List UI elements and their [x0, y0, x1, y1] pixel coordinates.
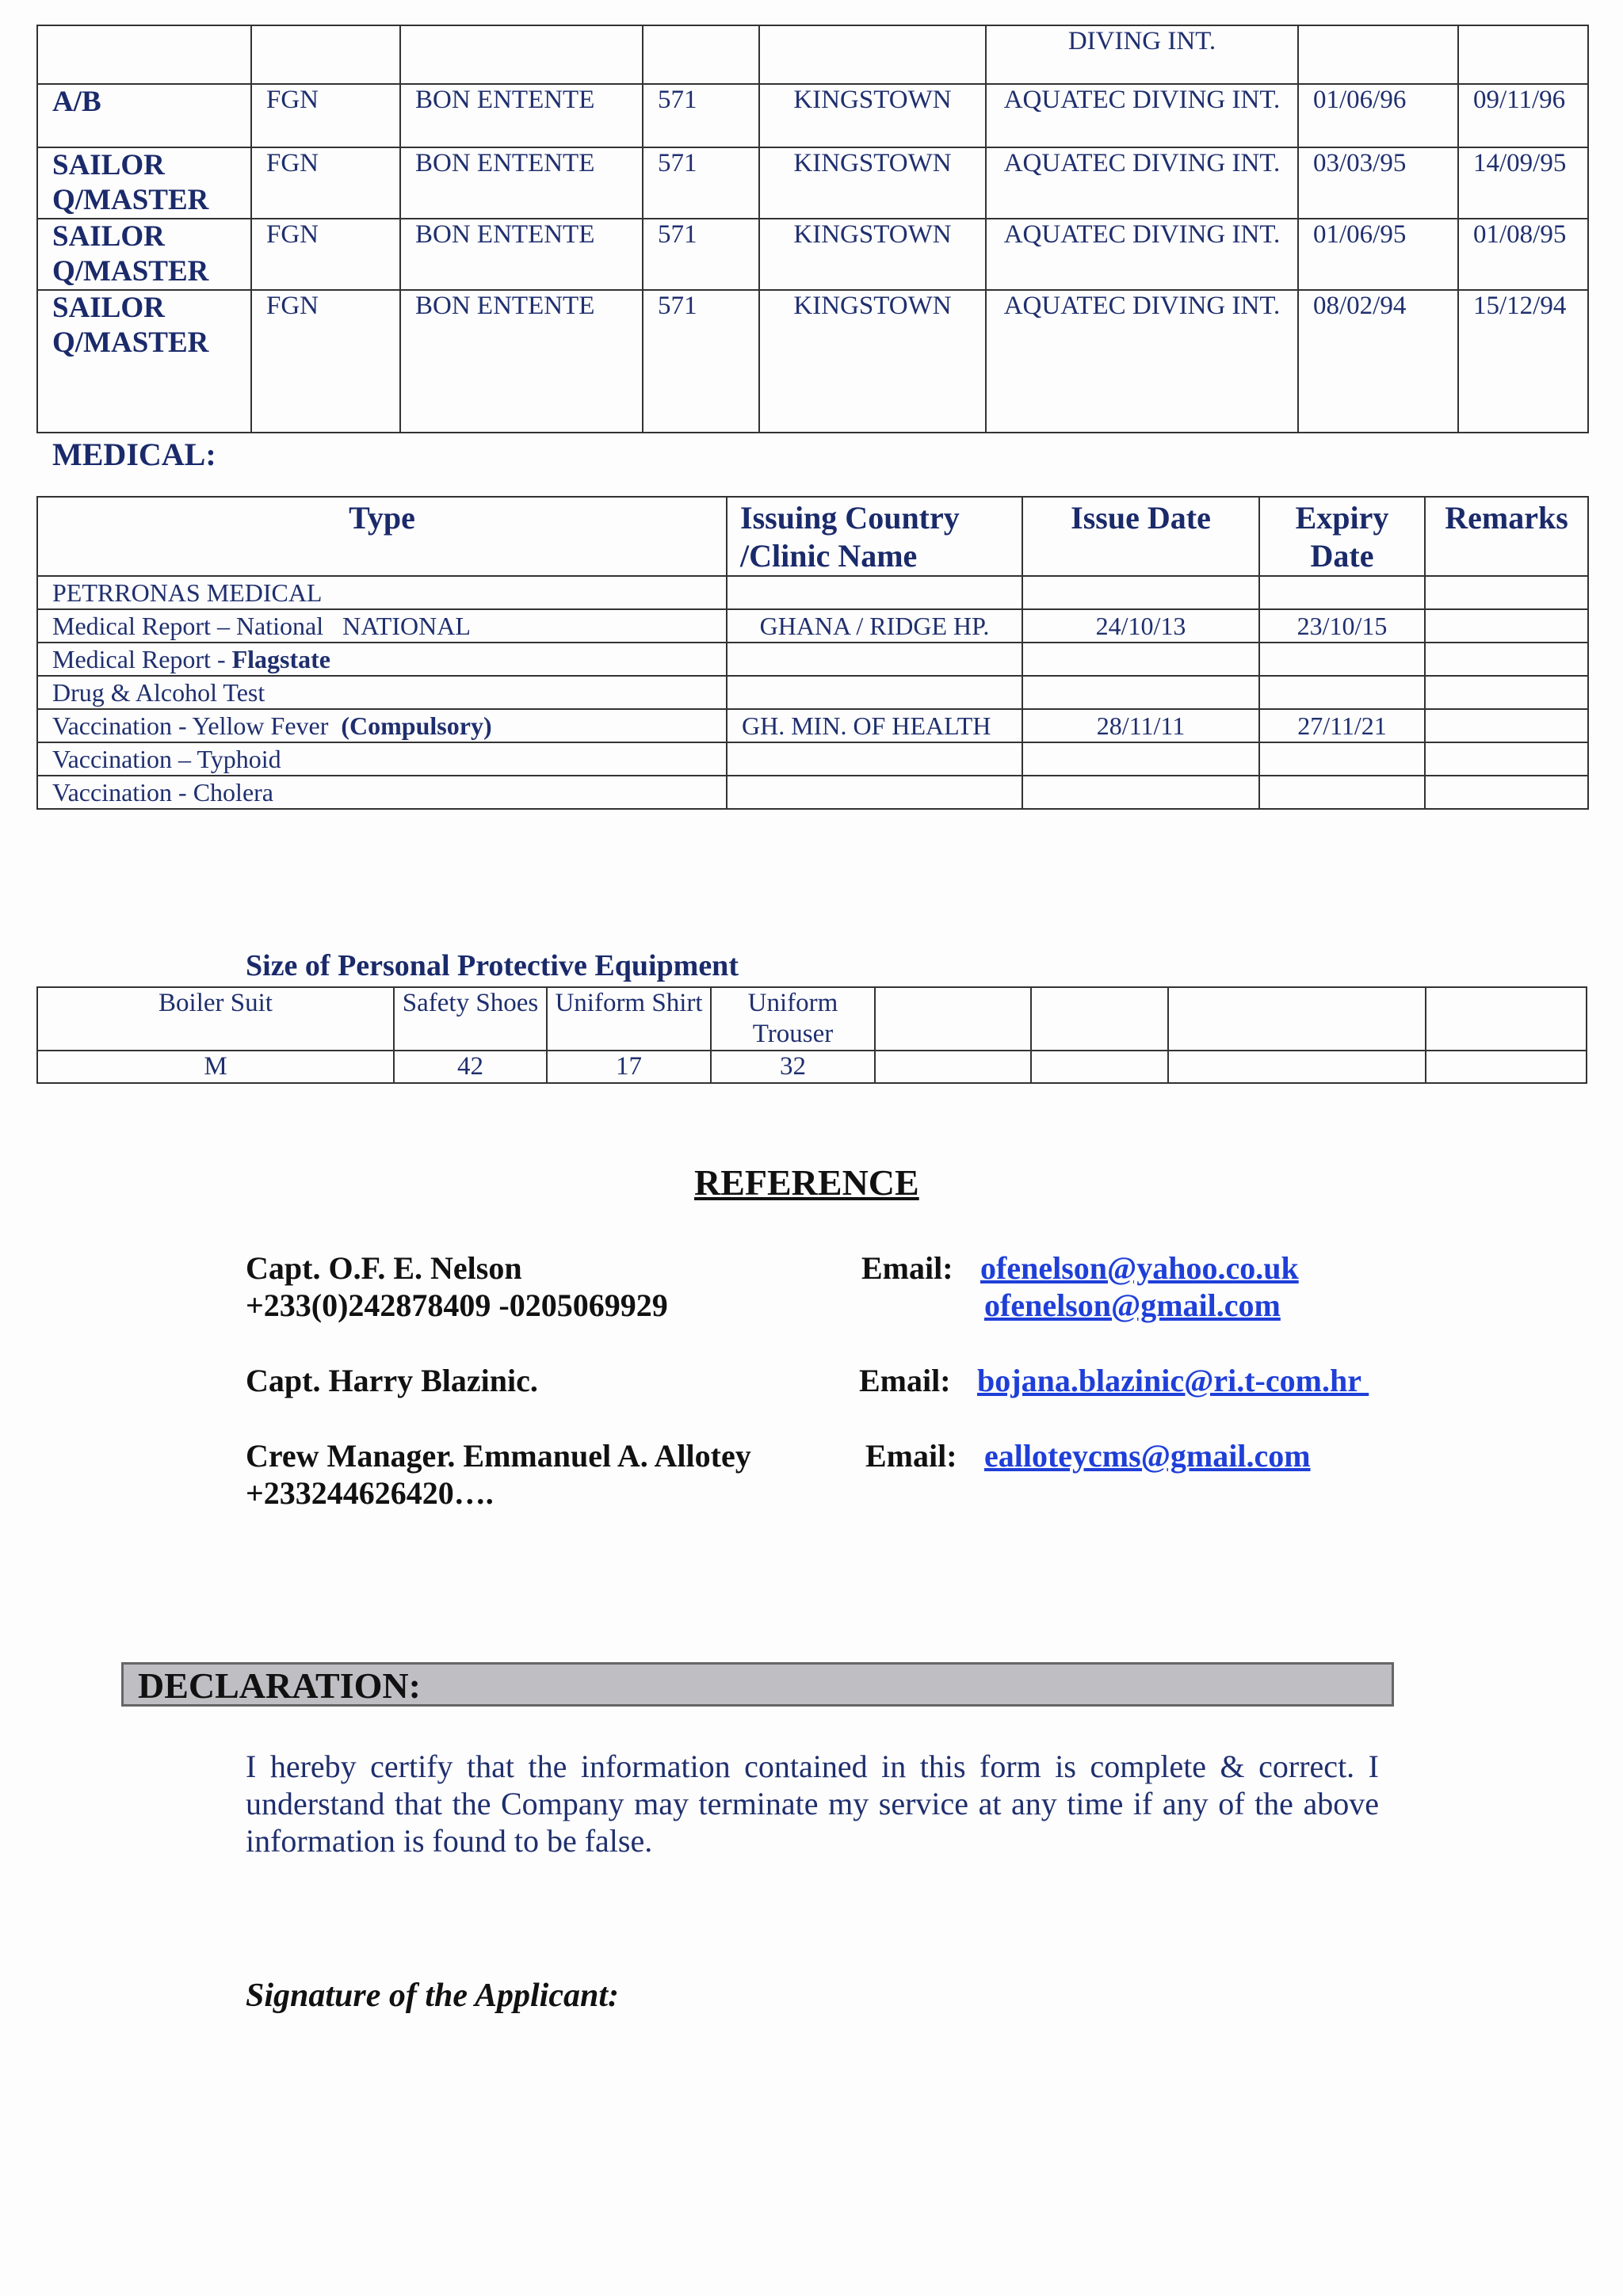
- sea-cell-flag: [251, 25, 400, 84]
- sea-cell-port: KINGSTOWN: [759, 290, 986, 433]
- ref3-email-label: Email:: [865, 1438, 957, 1474]
- sea-cell-to: 01/08/95: [1458, 219, 1588, 290]
- sea-cell-port: KINGSTOWN: [759, 219, 986, 290]
- medical-header-issue: Issue Date: [1022, 497, 1259, 576]
- medical-type-text: Drug & Alcohol Test: [52, 678, 265, 707]
- ppe-header-cell: [875, 987, 1031, 1051]
- medical-cell-type: [37, 776, 727, 809]
- reference-heading: REFERENCE: [694, 1162, 919, 1203]
- ppe-header-cell: Safety Shoes: [394, 987, 547, 1051]
- medical-cell-issue: 24/10/13: [1022, 609, 1259, 643]
- sea-service-row: [37, 290, 1588, 433]
- ppe-header-cell: [1031, 987, 1168, 1051]
- sea-cell-to: 15/12/94: [1458, 290, 1588, 433]
- medical-cell-country: [727, 742, 1022, 776]
- sea-cell-from: 03/03/95: [1298, 147, 1458, 219]
- ppe-header-row: [37, 987, 1587, 1051]
- sea-cell-to: 09/11/96: [1458, 84, 1588, 147]
- medical-cell-remarks: [1425, 676, 1588, 709]
- sea-cell-port: [759, 25, 986, 84]
- ref2-email-link[interactable]: bojana.blazinic@ri.t-com.hr: [977, 1363, 1369, 1398]
- sea-cell-to: [1458, 25, 1588, 84]
- ppe-header-cell: [1426, 987, 1587, 1051]
- sea-cell-rank: SAILOR Q/MASTER: [37, 147, 251, 219]
- medical-cell-country: GHANA / RIDGE HP.: [727, 609, 1022, 643]
- ref1-email-link-2[interactable]: ofenelson@gmail.com: [984, 1287, 1281, 1323]
- medical-cell-expiry: [1259, 742, 1425, 776]
- sea-cell-company: DIVING INT.: [986, 25, 1298, 84]
- ppe-value-cell: 42: [394, 1051, 547, 1083]
- declaration-text: I hereby certify that the information contained in this form is complete & correct. I understand that the Company may terminate my service at any time if any of the above information is found to be false.: [246, 1749, 1379, 1859]
- ppe-header-cell: Uniform Shirt: [547, 987, 711, 1051]
- medical-cell-issue: 28/11/11: [1022, 709, 1259, 742]
- sea-service-row: [37, 84, 1588, 147]
- medical-cell-issue: [1022, 742, 1259, 776]
- medical-cell-expiry: [1259, 776, 1425, 809]
- ppe-heading: Size of Personal Protective Equipment: [246, 949, 739, 982]
- sea-cell-rank: [37, 25, 251, 84]
- sea-cell-flag: FGN: [251, 147, 400, 219]
- medical-type-emphasis: Flagstate: [231, 645, 330, 673]
- medical-header-country: Issuing Country /Clinic Name: [727, 497, 1022, 576]
- sea-cell-from: 01/06/95: [1298, 219, 1458, 290]
- sea-cell-vessel: BON ENTENTE: [400, 147, 643, 219]
- signature-label: Signature of the Applicant:: [246, 1978, 620, 2014]
- ppe-table: [36, 986, 1587, 1084]
- medical-cell-expiry: [1259, 643, 1425, 676]
- sea-cell-grt: 571: [643, 84, 759, 147]
- medical-header-expiry: Expiry Date: [1259, 497, 1425, 576]
- sea-cell-from: [1298, 25, 1458, 84]
- medical-cell-expiry: 27/11/21: [1259, 709, 1425, 742]
- ref3-phone: +233244626420….: [246, 1475, 494, 1511]
- sea-cell-vessel: BON ENTENTE: [400, 84, 643, 147]
- ppe-header-cell: Uniform Trouser: [711, 987, 875, 1051]
- ref3-name: Crew Manager. Emmanuel A. Allotey: [246, 1438, 751, 1474]
- medical-type-text: Medical Report – National NATIONAL: [52, 612, 471, 640]
- medical-cell-country: [727, 676, 1022, 709]
- sea-cell-flag: FGN: [251, 84, 400, 147]
- medical-row: [37, 709, 1588, 742]
- ref1-name: Capt. O.F. E. Nelson: [246, 1250, 522, 1286]
- medical-type-text: Vaccination – Typhoid: [52, 745, 281, 773]
- ppe-header-cell: Boiler Suit: [37, 987, 394, 1051]
- medical-row: [37, 776, 1588, 809]
- ppe-value-cell: M: [37, 1051, 394, 1083]
- declaration-heading: DECLARATION:: [121, 1662, 1394, 1707]
- sea-cell-vessel: [400, 25, 643, 84]
- sea-cell-flag: FGN: [251, 219, 400, 290]
- medical-cell-type: [37, 609, 727, 643]
- ppe-value-cell: [875, 1051, 1031, 1083]
- ref1-email-label: Email:: [861, 1250, 953, 1286]
- medical-row: [37, 676, 1588, 709]
- ppe-value-cell: [1031, 1051, 1168, 1083]
- medical-type-emphasis: (Compulsory): [341, 711, 492, 740]
- medical-cell-remarks: [1425, 742, 1588, 776]
- ppe-value-row: [37, 1051, 1587, 1083]
- medical-cell-type: [37, 676, 727, 709]
- ref2-name: Capt. Harry Blazinic.: [246, 1363, 538, 1398]
- medical-type-text: Vaccination - Cholera: [52, 778, 273, 807]
- ref2-email-label: Email:: [859, 1363, 951, 1398]
- medical-cell-country: [727, 643, 1022, 676]
- sea-cell-company: AQUATEC DIVING INT.: [986, 290, 1298, 433]
- sea-cell-to: 14/09/95: [1458, 147, 1588, 219]
- sea-cell-grt: 571: [643, 219, 759, 290]
- medical-cell-type: [37, 709, 727, 742]
- ppe-header-cell: [1168, 987, 1426, 1051]
- medical-cell-issue: [1022, 776, 1259, 809]
- ppe-value-cell: [1168, 1051, 1426, 1083]
- medical-cell-country: [727, 576, 1022, 609]
- medical-type-text: Medical Report -: [52, 645, 232, 673]
- medical-cell-expiry: [1259, 576, 1425, 609]
- sea-cell-company: AQUATEC DIVING INT.: [986, 84, 1298, 147]
- sea-cell-rank: A/B: [37, 84, 251, 147]
- medical-header-type: Type: [37, 497, 727, 576]
- sea-cell-rank: SAILOR Q/MASTER: [37, 219, 251, 290]
- medical-header-row: [37, 497, 1588, 576]
- sea-service-row: [37, 219, 1588, 290]
- medical-cell-country: [727, 776, 1022, 809]
- sea-cell-grt: [643, 25, 759, 84]
- medical-cell-expiry: [1259, 676, 1425, 709]
- medical-cell-issue: [1022, 643, 1259, 676]
- medical-row: [37, 742, 1588, 776]
- medical-heading: MEDICAL:: [52, 437, 216, 472]
- medical-cell-issue: [1022, 576, 1259, 609]
- sea-cell-port: KINGSTOWN: [759, 147, 986, 219]
- medical-row: [37, 643, 1588, 676]
- medical-row: [37, 576, 1588, 609]
- sea-service-table: [36, 25, 1589, 433]
- ref1-phone: +233(0)242878409 -0205069929: [246, 1287, 668, 1323]
- medical-type-text: PETRRONAS MEDICAL: [52, 578, 323, 607]
- ref3-email-link[interactable]: ealloteycms@gmail.com: [984, 1438, 1311, 1474]
- medical-cell-remarks: [1425, 576, 1588, 609]
- sea-cell-company: AQUATEC DIVING INT.: [986, 147, 1298, 219]
- sea-cell-from: 08/02/94: [1298, 290, 1458, 433]
- sea-cell-grt: 571: [643, 147, 759, 219]
- medical-cell-remarks: [1425, 643, 1588, 676]
- medical-cell-remarks: [1425, 776, 1588, 809]
- sea-cell-company: AQUATEC DIVING INT.: [986, 219, 1298, 290]
- medical-cell-type: [37, 742, 727, 776]
- ppe-value-cell: 17: [547, 1051, 711, 1083]
- sea-service-row: [37, 147, 1588, 219]
- sea-service-row: [37, 25, 1588, 84]
- sea-cell-flag: FGN: [251, 290, 400, 433]
- medical-cell-type: [37, 576, 727, 609]
- sea-cell-from: 01/06/96: [1298, 84, 1458, 147]
- medical-header-remarks: Remarks: [1425, 497, 1588, 576]
- ppe-value-cell: 32: [711, 1051, 875, 1083]
- medical-cell-expiry: 23/10/15: [1259, 609, 1425, 643]
- ref1-email-link-1[interactable]: ofenelson@yahoo.co.uk: [980, 1250, 1299, 1286]
- sea-cell-port: KINGSTOWN: [759, 84, 986, 147]
- ppe-value-cell: [1426, 1051, 1587, 1083]
- medical-cell-type: [37, 643, 727, 676]
- medical-cell-remarks: [1425, 709, 1588, 742]
- medical-type-text: Vaccination - Yellow Fever: [52, 711, 342, 740]
- medical-cell-remarks: [1425, 609, 1588, 643]
- medical-row: [37, 609, 1588, 643]
- medical-cell-issue: [1022, 676, 1259, 709]
- sea-cell-vessel: BON ENTENTE: [400, 290, 643, 433]
- medical-table: [36, 496, 1589, 810]
- sea-cell-rank: SAILOR Q/MASTER: [37, 290, 251, 433]
- sea-cell-grt: 571: [643, 290, 759, 433]
- medical-cell-country: GH. MIN. OF HEALTH: [727, 709, 1022, 742]
- sea-cell-vessel: BON ENTENTE: [400, 219, 643, 290]
